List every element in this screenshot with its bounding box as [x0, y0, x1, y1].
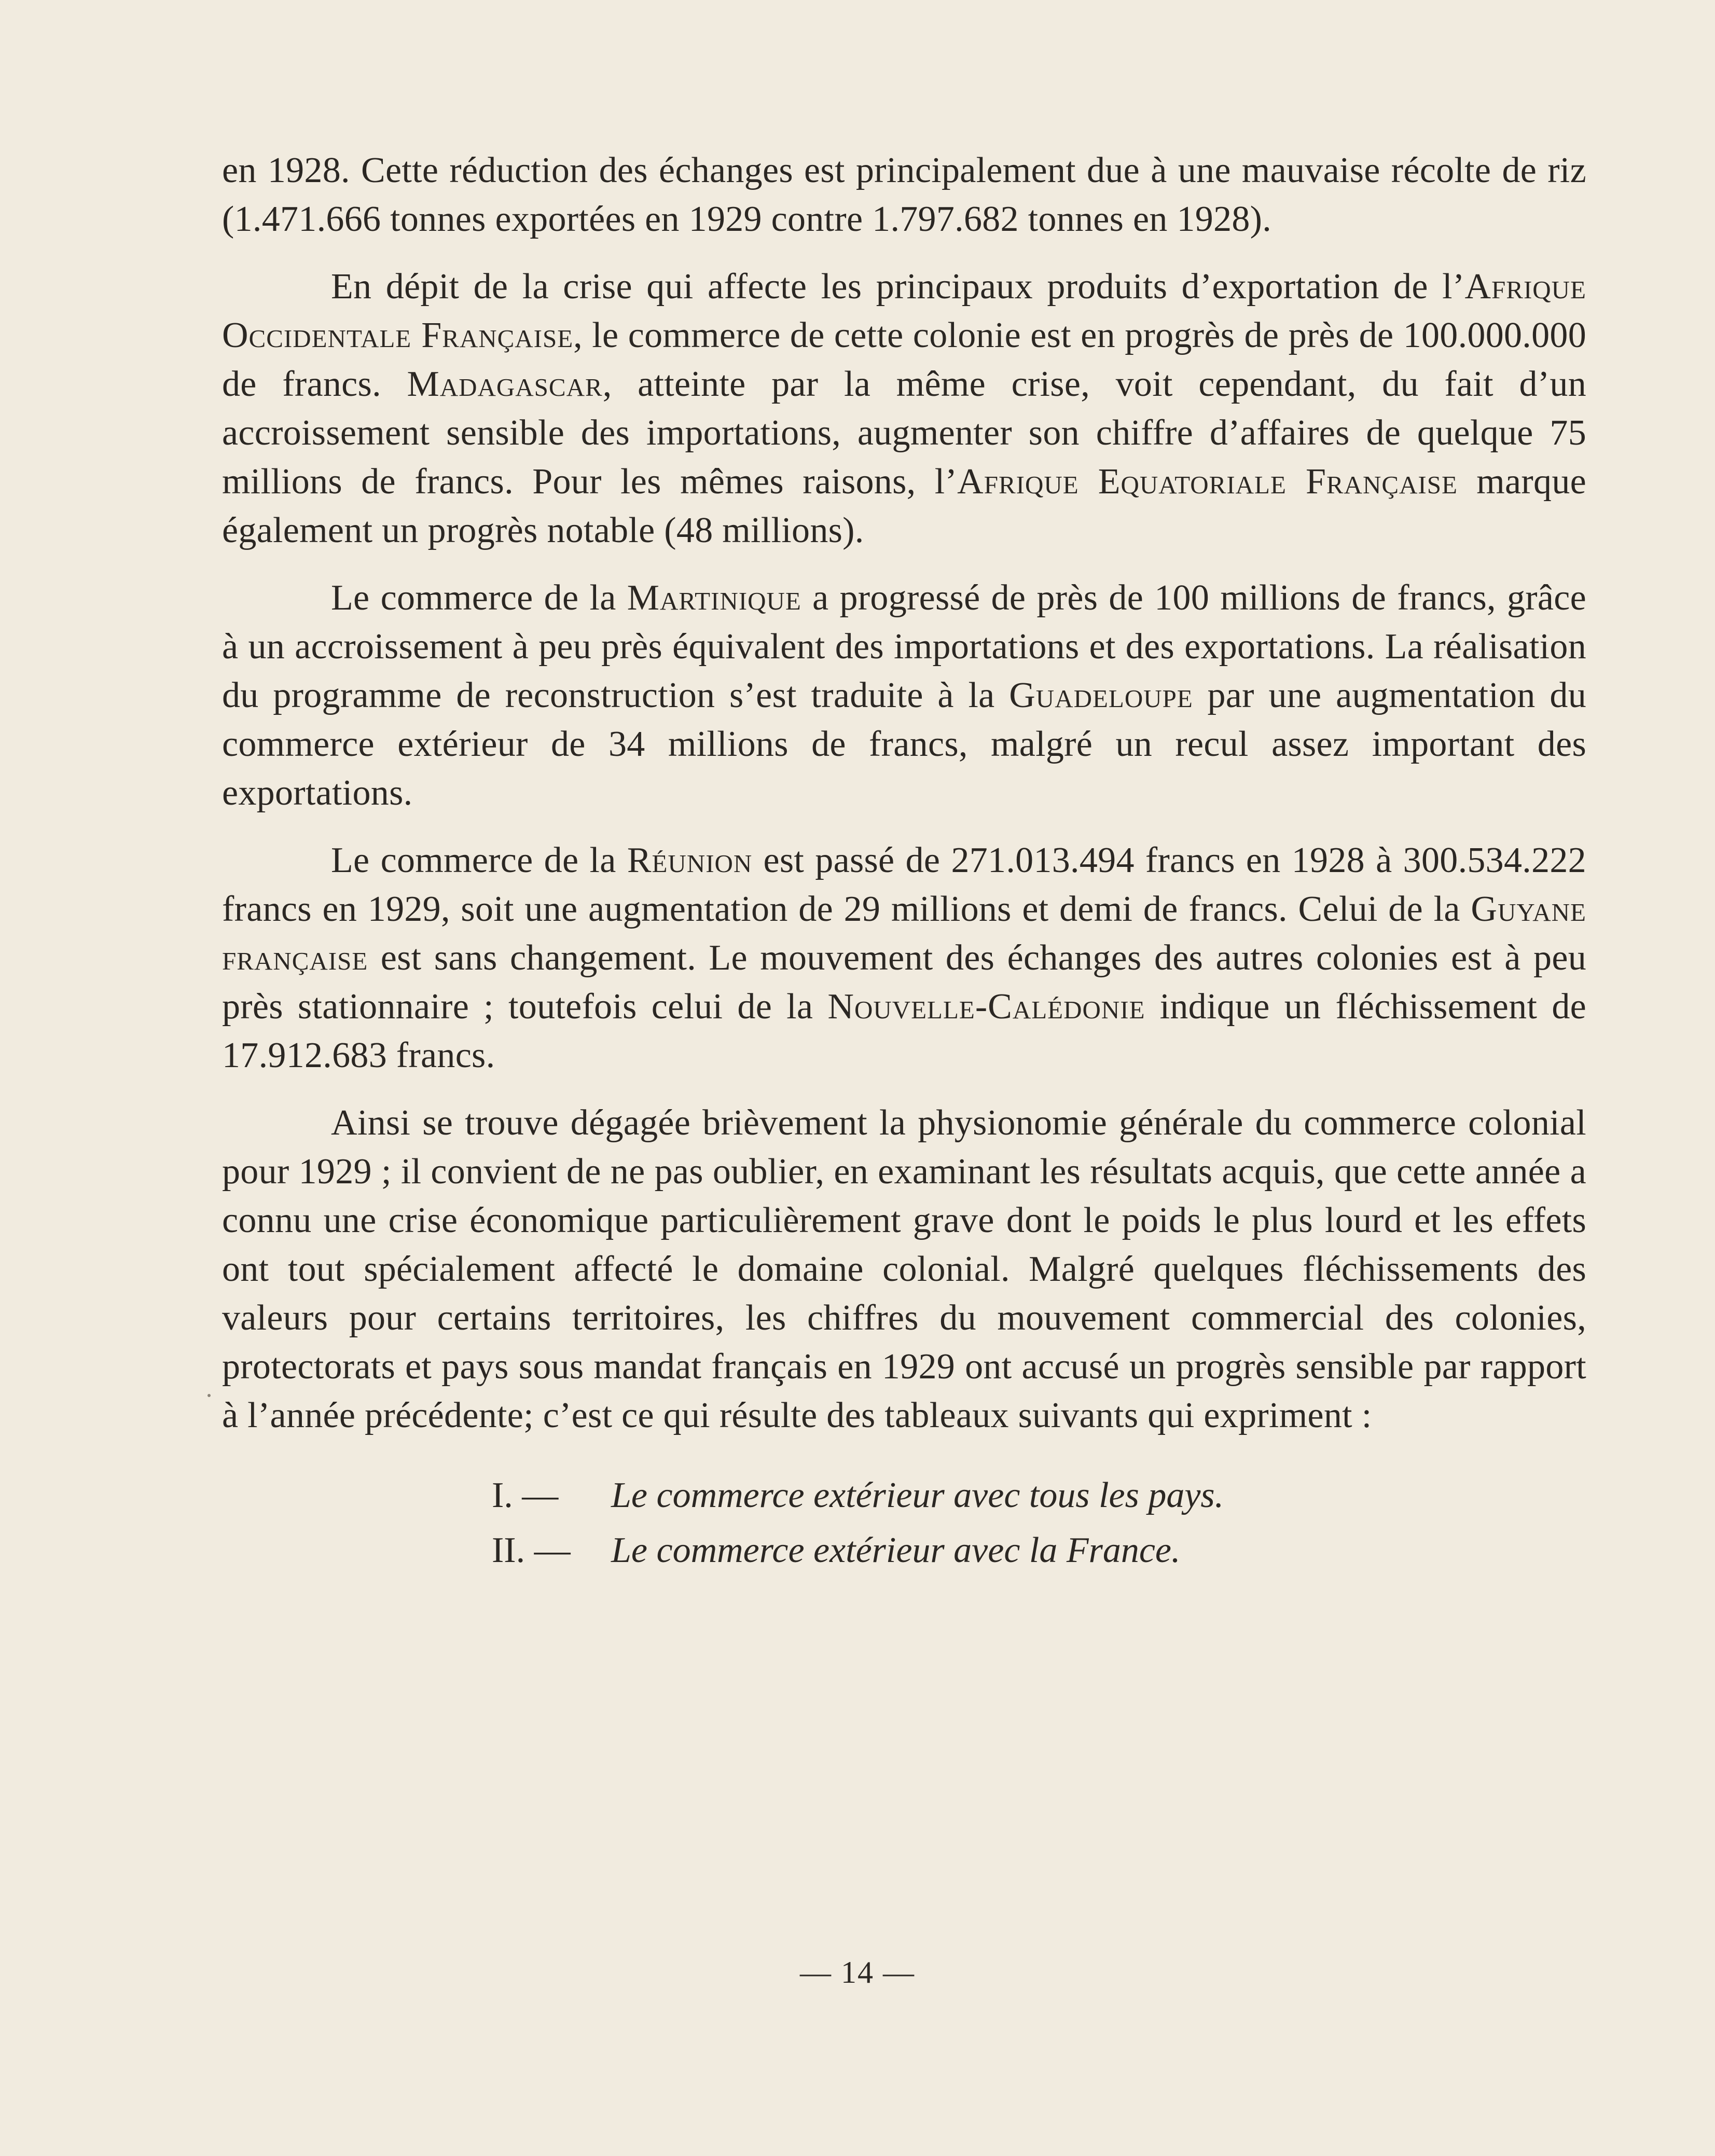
table-list — [222, 1468, 1586, 1578]
list-item — [492, 1523, 1586, 1578]
place-afrique-equatoriale: Afrique Equatoriale Française — [957, 462, 1458, 502]
paragraph-3-text-3: par une augmentation du commerce extérieur de 34 millions de francs, malgré un recul assez important des exportations. — [222, 675, 1586, 813]
paragraph-4-text-2: est passé de 271.013.494 francs en 1928 à 300.534.222 francs en 1929, soit une augmentation de 29 millions et demi de francs. Celui de la — [222, 840, 1586, 929]
paragraph-1 — [222, 146, 1586, 244]
paragraph-5-text: Ainsi se trouve dégagée brièvement la physionomie générale du commerce colonial pour 1929 ; il convient de ne pas oublier, en examinant les résultats acquis, que cette année a connu une crise économique particulièrement grave dont le poids le plus lourd et les effets ont tout spécialement affecté le domaine colonial. Malgré quelques fléchissements des valeurs pour certains territoires, les chiffres du mouvement commercial des colonies, protectorats et pays sous mandat français en 1929 ont accusé un progrès sensible par rapport à l’année précédente; c’est ce qui résulte des tableaux suivants qui expriment : — [222, 1103, 1586, 1435]
place-guyane: Guyane française — [222, 889, 1586, 978]
paragraph-3-text-1: Le commerce de la — [331, 578, 627, 618]
paragraph-1-text: en 1928. Cette réduction des échanges est principalement due à une mauvaise récolte de riz (1.471.666 tonnes exportées en 1929 contre 1.797.682 tonnes en 1928). — [222, 150, 1586, 239]
place-madagascar: Madagascar — [407, 364, 603, 404]
list-item-text: Le commerce extérieur avec la France. — [611, 1530, 1181, 1570]
paragraph-4-text-3: est sans changement. Le mouvement des échanges des autres colonies est à peu près stationnaire ; toutefois celui de la — [222, 938, 1586, 1027]
place-nouvelle-caledonie: Nouvelle-Calédonie — [827, 987, 1145, 1027]
paragraph-3 — [222, 574, 1586, 818]
paragraph-5 — [222, 1099, 1586, 1440]
paragraph-4-text-1: Le commerce de la — [331, 840, 627, 880]
paragraph-3-text-2: a progressé de près de 100 millions de francs, grâce à un accroissement à peu près équivalent des importations et des exportations. La réalisation du programme de reconstruction s’est traduite à la — [222, 578, 1586, 715]
paragraph-2-text-4: marque également un progrès notable (48 millions). — [222, 462, 1587, 550]
paragraph-2-text-2: , le commerce de cette colonie est en progrès de près de 100.000.000 de francs. — [222, 315, 1586, 404]
list-item-number: I. — — [492, 1475, 559, 1515]
place-guadeloupe: Guadeloupe — [1009, 675, 1193, 715]
page-body — [222, 146, 1586, 1578]
paragraph-4-text-4: indique un fléchissement de 17.912.683 francs. — [222, 987, 1586, 1075]
paragraph-2 — [222, 262, 1586, 555]
place-reunion: Réunion — [627, 840, 753, 880]
list-item-number: II. — — [492, 1530, 571, 1570]
paper-speck — [208, 1394, 211, 1397]
page-number: — 14 — — [800, 1955, 915, 1989]
paragraph-2-text-3: , atteinte par la même crise, voit cependant, du fait d’un accroissement sensible des importations, augmenter son chiffre d’affaires de quelque 75 millions de francs. Pour les mêmes raisons, l’ — [222, 364, 1586, 502]
list-item-text: Le commerce extérieur avec tous les pays. — [611, 1475, 1224, 1515]
place-martinique: Martinique — [627, 578, 801, 618]
paragraph-4 — [222, 836, 1586, 1080]
list-item — [492, 1468, 1586, 1523]
place-afrique-occidentale: Afrique Occidentale Française — [222, 267, 1586, 355]
paragraph-2-text-1: En dépit de la crise qui affecte les principaux produits d’exportation de l’ — [331, 267, 1465, 307]
